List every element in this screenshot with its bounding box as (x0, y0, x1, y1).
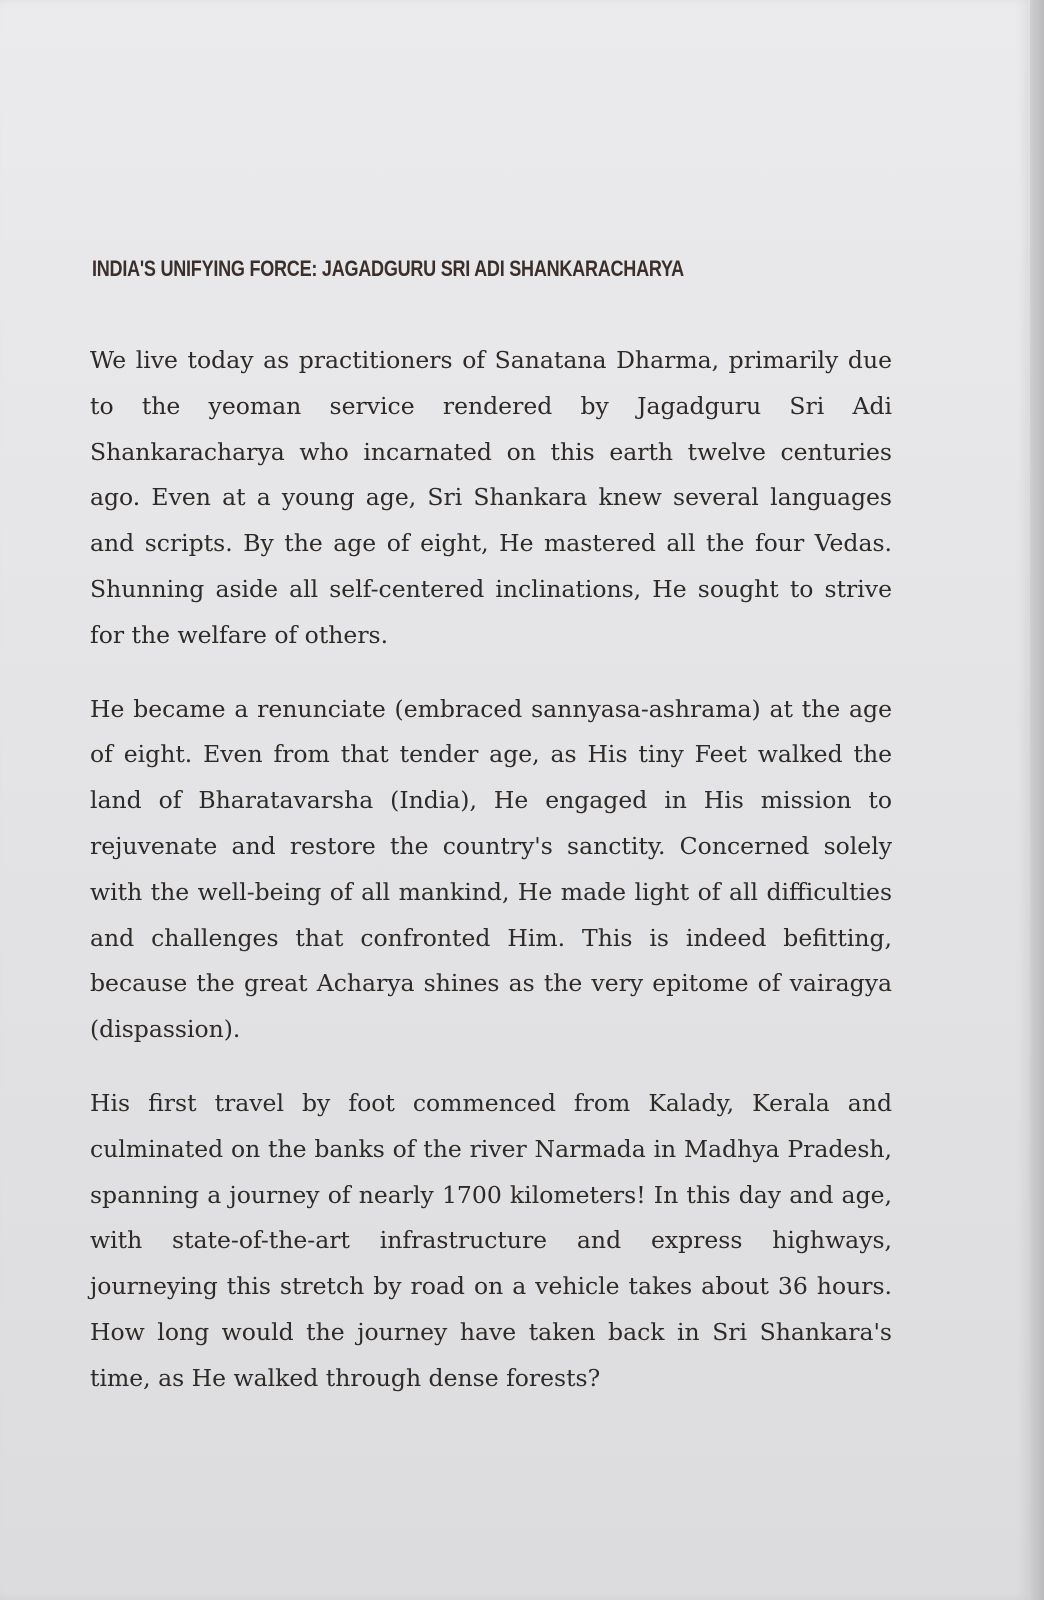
paragraph-2: He became a renunciate (embraced sannyasa-ashrama) at the age of eight. Even from that tender age, as His tiny Feet walked the land of Bharatavarsha (India), He engaged in His mission to rejuvenate and restore the country's sanctity. Concerned solely with the well-being of all mankind, He made light of all difficulties and challenges that confronted Him. This is indeed befitting, because the great Acharya shines as the very epitome of vairagya (dispassion). (90, 694, 892, 1044)
paragraph-1: We live today as practitioners of Sanatana Dharma, primarily due to the yeoman service rendered by Jagadguru Sri Adi Shankaracharya who incarnated on this earth twelve centuries ago. Even at a young age, Sri Shankara knew several languages and scripts. By the age of eight, He mastered all the four Vedas. Shunning aside all self-centered inclinations, He sought to strive for the welfare of others. (90, 346, 892, 649)
chapter-title: INDIA'S UNIFYING FORCE: JAGADGURU SRI ADI SHANKARACHARYA (92, 256, 684, 281)
body-text (90, 338, 892, 1402)
paragraph-3: His first travel by foot commenced from Kalady, Kerala and culminated on the banks of the river Narmada in Madhya Pradesh, spanning a journey of nearly 1700 kilometers! In this day and age, with state-of-the-art infrastructure and express highways, journeying this stretch by road on a vehicle takes about 36 hours. How long would the journey have taken back in Sri Shankara's time, as He walked through dense forests? (90, 1088, 892, 1392)
page-edge (1030, 0, 1044, 1600)
